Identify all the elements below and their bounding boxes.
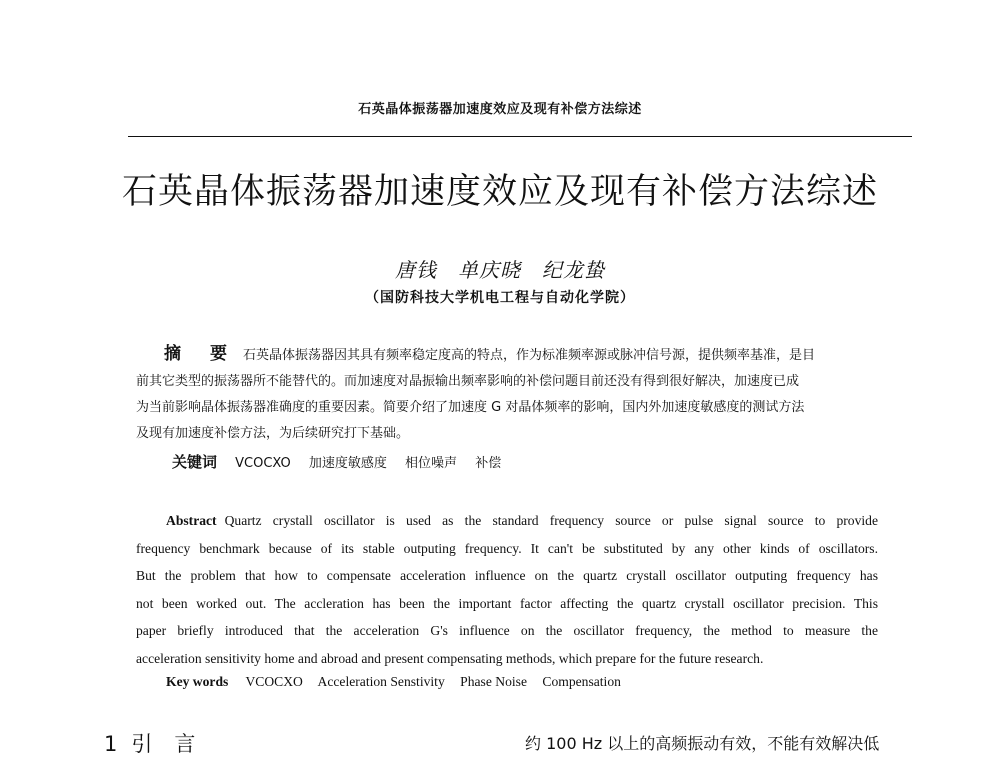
abstract-cn-label: 摘 要	[164, 344, 233, 364]
abstract-en	[136, 507, 878, 672]
body-text-right-column: 约 100 Hz 以上的高频振动有效，不能有效解决低	[525, 734, 880, 753]
keyword-cn: 相位噪声	[405, 456, 458, 471]
keyword-cn: 加速度敏感度	[308, 456, 387, 471]
abstract-en-line: frequency benchmark because of its stable outputing frequency. It can't be substituted by any other kinds of oscillators.	[136, 540, 878, 556]
abstract-cn-text: 石英晶体振荡器因其具有频率稳定度高的特点，作为标准频率源或脉冲信号源，提供频率基准，是目	[243, 348, 816, 363]
affiliation: （国防科技大学机电工程与自动化学院）	[365, 290, 635, 306]
abstract-cn-line: 及现有加速度补偿方法，为后续研究打下基础。	[136, 426, 410, 441]
abstract-en-line: acceleration sensitivity home and abroad and present compensating methods, which prepare for the future research.	[136, 650, 764, 666]
keyword-en: VCOCXO	[245, 674, 303, 689]
keywords-en-label: Key words	[166, 674, 229, 689]
keyword-en: Acceleration Senstivity	[317, 674, 445, 689]
keyword-cn: 补偿	[475, 456, 502, 471]
abstract-en-text: Quartz crystall oscillator is used as the standard frequency source or pulse signal source to provide	[224, 513, 878, 528]
header-rule	[128, 136, 912, 137]
abstract-en-line: not been worked out. The accleration has been the important factor affecting the quartz crystall oscillator precision. This	[136, 595, 878, 611]
abstract-en-label: Abstract	[166, 513, 217, 528]
abstract-en-line: But the problem that how to compensate acceleration influence on the quartz crystall oscillator outputing frequency has	[136, 568, 878, 583]
abstract-cn-line: 为当前影响晶体振荡器准确度的重要因素。简要介绍了加速度 G 对晶体频率的影响，国内外加速度敏感度的测试方法	[136, 400, 805, 415]
abstract-cn-line: 前其它类型的振荡器所不能替代的。而加速度对晶振输出频率影响的补偿问题目前还没有得到很好解决，加速度已成	[136, 374, 800, 389]
running-head: 石英晶体振荡器加速度效应及现有补偿方法综述	[358, 102, 642, 117]
keyword-en: Compensation	[542, 674, 621, 689]
abstract-cn-line	[136, 341, 876, 369]
section-title: 引言	[131, 732, 218, 756]
authors: 唐钱 单庆晓 纪龙蛰	[395, 258, 605, 282]
abstract-en-line: paper briefly introduced that the acceleration G's influence on the oscillator frequency, the method to measure the	[136, 623, 878, 638]
keyword-cn: VCOCXO	[235, 456, 291, 471]
keywords-cn-label: 关键词	[172, 453, 218, 471]
section-number: 1	[104, 732, 118, 756]
keywords-en	[166, 674, 633, 690]
keywords-cn	[172, 451, 515, 472]
section-heading	[104, 728, 217, 758]
keyword-en: Phase Noise	[460, 674, 527, 689]
abstract-cn	[136, 341, 876, 447]
paper-title: 石英晶体振荡器加速度效应及现有补偿方法综述	[121, 172, 878, 212]
abstract-en-line	[136, 507, 878, 535]
